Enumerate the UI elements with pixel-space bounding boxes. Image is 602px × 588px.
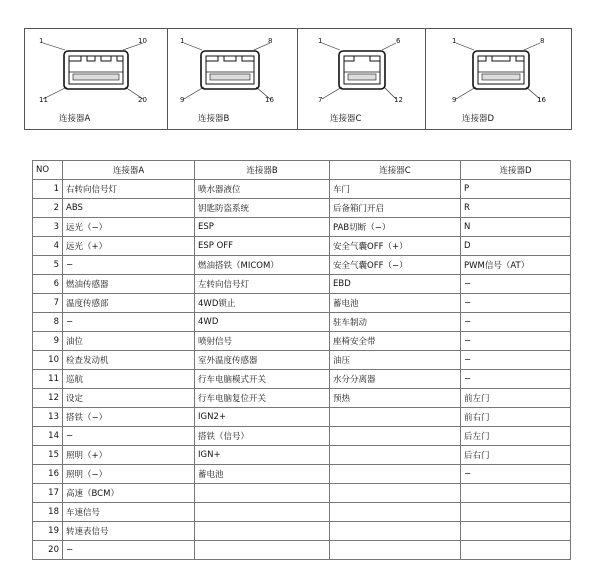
table-row xyxy=(33,427,571,446)
pin-number: 14 xyxy=(33,427,63,446)
connector-d-pin-1-label: 1 xyxy=(452,37,457,45)
connector-c-cell: PAB切断（−） xyxy=(330,218,461,237)
connector-c-cell: 蓄电池 xyxy=(330,294,461,313)
connector-d-cell: R xyxy=(461,199,571,218)
connector-d-cell xyxy=(461,484,571,503)
connector-d-cell: N xyxy=(461,218,571,237)
connector-b-cell: ESP OFF xyxy=(195,237,330,256)
connector-b-cell: IGN+ xyxy=(195,446,330,465)
connector-d-cell xyxy=(461,522,571,541)
connector-c-cell xyxy=(330,484,461,503)
pin-table-body xyxy=(33,180,571,560)
header-connector-a: 连接器A xyxy=(63,161,195,180)
connector-d-cell: − xyxy=(461,313,571,332)
connector-c-cell: 驻车制动 xyxy=(330,313,461,332)
connector-c-cell xyxy=(330,503,461,522)
table-row xyxy=(33,313,571,332)
connector-a-cell: − xyxy=(63,313,195,332)
table-row xyxy=(33,446,571,465)
connector-b-drawing xyxy=(168,29,298,129)
connector-c-cell xyxy=(298,29,426,129)
connector-a-cell: − xyxy=(63,427,195,446)
connector-c-cell xyxy=(330,427,461,446)
connector-b-cell: 4WD xyxy=(195,313,330,332)
connector-b-cell: 4WD锁止 xyxy=(195,294,330,313)
table-row xyxy=(33,256,571,275)
connector-b-pin-8-label: 8 xyxy=(268,37,273,45)
connector-diagram-panel xyxy=(24,28,572,130)
connector-b-cell xyxy=(195,503,330,522)
connector-b-cell: IGN2+ xyxy=(195,408,330,427)
connector-a-cell: 右转向信号灯 xyxy=(63,180,195,199)
connector-b-name: 连接器B xyxy=(198,114,230,124)
connector-d-cell: 前右门 xyxy=(461,408,571,427)
table-row xyxy=(33,408,571,427)
connector-a-pin-10-label: 10 xyxy=(138,37,147,45)
connector-b-cell: 燃油搭铁（MICOM） xyxy=(195,256,330,275)
connector-c-cell: 安全气囊OFF（−） xyxy=(330,256,461,275)
connector-b-cell: 左转向信号灯 xyxy=(195,275,330,294)
connector-d-cell: 前左门 xyxy=(461,389,571,408)
connector-c-pin-12-label: 12 xyxy=(394,96,403,104)
connector-d-cell: − xyxy=(461,275,571,294)
connector-c-cell: 后备箱门开启 xyxy=(330,199,461,218)
connector-a-cell: 高速（BCM） xyxy=(63,484,195,503)
connector-b-cell xyxy=(195,522,330,541)
connector-b-cell xyxy=(195,484,330,503)
pin-number: 19 xyxy=(33,522,63,541)
table-row xyxy=(33,294,571,313)
table-row xyxy=(33,351,571,370)
pin-number: 13 xyxy=(33,408,63,427)
table-row xyxy=(33,180,571,199)
connector-a-cell: 照明（−） xyxy=(63,465,195,484)
connector-a-cell: 温度传感部 xyxy=(63,294,195,313)
pin-number: 3 xyxy=(33,218,63,237)
connector-c-cell: 预热 xyxy=(330,389,461,408)
connector-d-cell: D xyxy=(461,237,571,256)
connector-c-cell xyxy=(330,541,461,560)
connector-d-cell xyxy=(461,503,571,522)
connector-b-pin-9-label: 9 xyxy=(180,96,185,104)
connector-d-pin-8-label: 8 xyxy=(540,37,545,45)
pin-number: 6 xyxy=(33,275,63,294)
pin-number: 4 xyxy=(33,237,63,256)
pin-number: 20 xyxy=(33,541,63,560)
header-connector-b: 连接器B xyxy=(195,161,330,180)
connector-d-pin-9-label: 9 xyxy=(452,96,457,104)
connector-d-cell: 后左门 xyxy=(461,427,571,446)
connector-b-cell: 行车电脑模式开关 xyxy=(195,370,330,389)
connector-d-drawing xyxy=(426,29,571,129)
table-row xyxy=(33,541,571,560)
connector-a-cell: 车速信号 xyxy=(63,503,195,522)
table-row xyxy=(33,332,571,351)
table-row xyxy=(33,237,571,256)
connector-a-cell: 搭铁（−） xyxy=(63,408,195,427)
connector-a-pin-11-label: 11 xyxy=(39,96,48,104)
table-header-row xyxy=(33,161,571,180)
connector-a-cell: 远光（−） xyxy=(63,218,195,237)
connector-a-cell: 照明（+） xyxy=(63,446,195,465)
connector-a-cell: 检查发动机 xyxy=(63,351,195,370)
table-row xyxy=(33,522,571,541)
connector-a-pin-1-label: 1 xyxy=(39,37,44,45)
connector-a-cell xyxy=(25,29,168,129)
connector-d-cell: − xyxy=(461,351,571,370)
connector-c-cell: 安全气囊OFF（+） xyxy=(330,237,461,256)
connector-b-cell: 蓄电池 xyxy=(195,465,330,484)
connector-d-cell: − xyxy=(461,465,571,484)
connector-c-cell: 座椅安全带 xyxy=(330,332,461,351)
connector-b-pin-1-label: 1 xyxy=(180,37,185,45)
connector-b-cell: 行车电脑复位开关 xyxy=(195,389,330,408)
connector-c-name: 连接器C xyxy=(330,114,362,124)
header-connector-d: 连接器D xyxy=(461,161,571,180)
header-no: NO xyxy=(33,161,63,180)
connector-c-cell: 车门 xyxy=(330,180,461,199)
connector-c-cell xyxy=(330,446,461,465)
table-row xyxy=(33,218,571,237)
connector-b-cell: ESP xyxy=(195,218,330,237)
connector-c-cell xyxy=(330,522,461,541)
pin-number: 8 xyxy=(33,313,63,332)
pin-number: 10 xyxy=(33,351,63,370)
table-row xyxy=(33,275,571,294)
connector-d-cell: − xyxy=(461,294,571,313)
connector-a-cell: 转速表信号 xyxy=(63,522,195,541)
connector-b-cell: 喷射信号 xyxy=(195,332,330,351)
connector-c-pin-7-label: 7 xyxy=(318,96,323,104)
connector-c-cell xyxy=(330,408,461,427)
pin-number: 5 xyxy=(33,256,63,275)
table-row xyxy=(33,465,571,484)
connector-a-cell: − xyxy=(63,256,195,275)
pin-number: 17 xyxy=(33,484,63,503)
connector-d-cell: P xyxy=(461,180,571,199)
connector-c-pin-1-label: 1 xyxy=(318,37,323,45)
connector-b-cell xyxy=(195,541,330,560)
connector-a-cell: 油位 xyxy=(63,332,195,351)
connector-c-pin-6-label: 6 xyxy=(396,37,401,45)
connector-d-cell xyxy=(461,541,571,560)
connector-b-pin-16-label: 16 xyxy=(265,96,274,104)
table-row xyxy=(33,199,571,218)
connector-b-cell: 喷水器液位 xyxy=(195,180,330,199)
connector-c-cell: 水分分离器 xyxy=(330,370,461,389)
table-row xyxy=(33,503,571,522)
connector-a-pin-20-label: 20 xyxy=(138,96,147,104)
connector-b-cell: 搭铁（信号） xyxy=(195,427,330,446)
connector-a-name: 连接器A xyxy=(59,114,91,124)
pin-assignment-table xyxy=(32,160,571,560)
connector-a-cell: 燃油传感器 xyxy=(63,275,195,294)
pin-number: 11 xyxy=(33,370,63,389)
header-connector-c: 连接器C xyxy=(330,161,461,180)
connector-d-cell: PWM信号（AT） xyxy=(461,256,571,275)
pin-number: 2 xyxy=(33,199,63,218)
connector-a-cell: 巡航 xyxy=(63,370,195,389)
connector-c-cell: EBD xyxy=(330,275,461,294)
connector-d-cell: − xyxy=(461,370,571,389)
connector-b-cell xyxy=(168,29,298,129)
connector-b-cell: 钥匙防盗系统 xyxy=(195,199,330,218)
pin-number: 18 xyxy=(33,503,63,522)
pin-number: 9 xyxy=(33,332,63,351)
pin-number: 16 xyxy=(33,465,63,484)
connector-d-cell: 后右门 xyxy=(461,446,571,465)
connector-a-cell: 设定 xyxy=(63,389,195,408)
connector-d-name: 连接器D xyxy=(462,114,495,124)
connector-a-cell: 远光（+） xyxy=(63,237,195,256)
connector-a-cell: − xyxy=(63,541,195,560)
pin-number: 7 xyxy=(33,294,63,313)
pin-number: 15 xyxy=(33,446,63,465)
connector-d-pin-16-label: 16 xyxy=(537,96,546,104)
table-row xyxy=(33,484,571,503)
pin-number: 1 xyxy=(33,180,63,199)
connector-d-cell xyxy=(426,29,571,129)
connector-c-cell xyxy=(330,465,461,484)
connector-c-cell: 油压 xyxy=(330,351,461,370)
pin-number: 12 xyxy=(33,389,63,408)
connector-d-cell: − xyxy=(461,332,571,351)
connector-b-cell: 室外温度传感器 xyxy=(195,351,330,370)
connector-a-cell: ABS xyxy=(63,199,195,218)
table-row xyxy=(33,370,571,389)
table-row xyxy=(33,389,571,408)
